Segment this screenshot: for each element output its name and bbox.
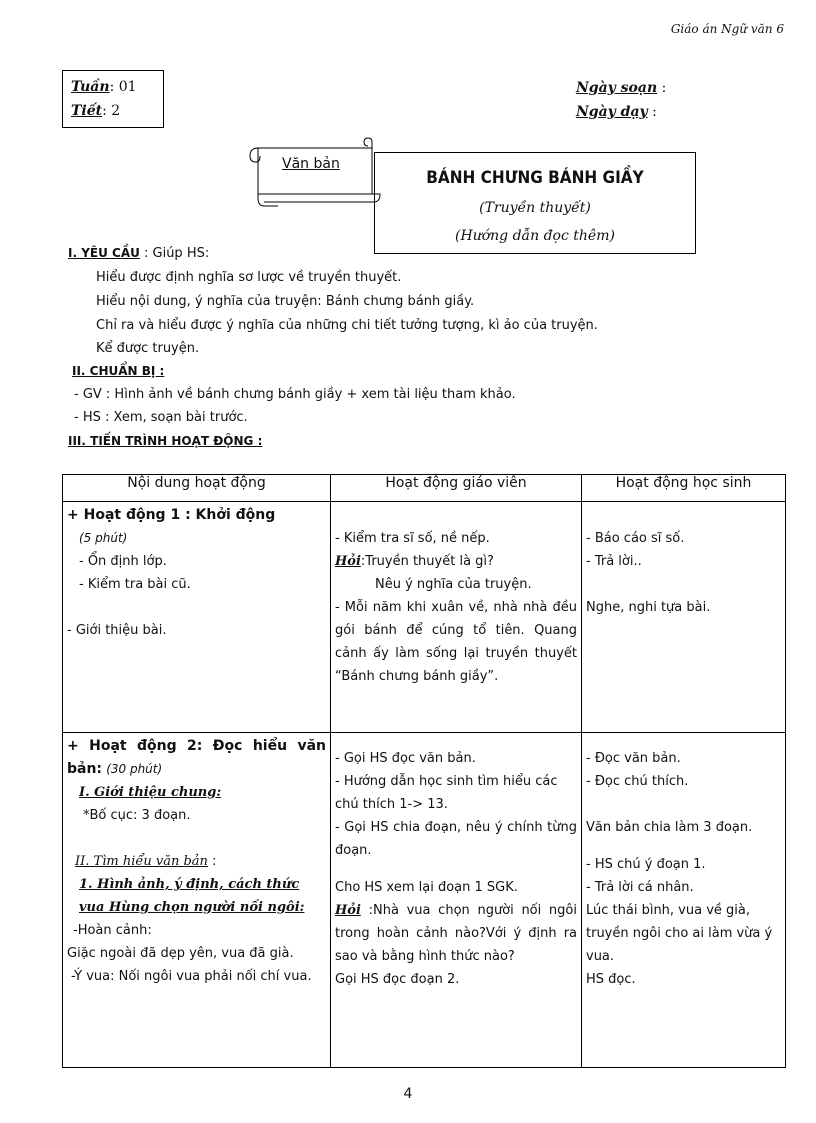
content-line: -Hoàn cảnh: [73,923,152,938]
table-header-row [63,475,786,502]
table-row [63,733,786,1068]
activity-table [62,474,786,1068]
lesson-genre: (Truyền thuyết) [479,200,591,216]
student-line: - Trả lời.. [586,554,642,569]
student-line: - Trả lời cá nhân. [586,880,694,895]
activity1-time: (5 phút) [79,531,128,545]
teacher-line: Cho HS xem lại đoạn 1 SGK. [335,880,518,895]
taught-date-label: Ngày dạy [576,104,648,120]
page-number: 4 [403,1086,413,1102]
content-line: Giặc ngoài đã dẹp yên, vua đã già. [67,946,294,961]
activity1-line: - Kiểm tra bài cũ. [79,577,191,592]
teacher-line: - Gọi HS chia đoạn, nêu ý chính từng đoạn. [335,820,577,858]
requirements-intro: : Giúp HS: [144,246,210,261]
subsection-intro: I. Giới thiệu chung: [79,785,222,800]
section-requirements [68,246,209,261]
column-header: Hoạt động học sinh [582,475,786,502]
student-line: Văn bản chia làm 3 đoạn. [586,820,753,835]
requirements-heading: I. YÊU CẦU [68,246,140,260]
student-line: HS đọc. [586,972,636,987]
activity1-line: - Ổn định lớp. [79,554,167,569]
preparation-item: - HS : Xem, soạn bài trước. [74,410,248,425]
teacher-line: - Hướng dẫn học sinh tìm hiểu các chú thích 1-> 13. [335,774,558,812]
lesson-note: (Hướng dẫn đọc thêm) [455,228,615,244]
activity2-title: + Hoạt động 2: Đọc hiểu văn bản: [67,738,326,777]
preparation-heading: II. CHUẨN BỊ : [72,364,165,378]
scroll-banner-icon [244,136,384,212]
teacher-line: - Gọi HS đọc văn bản. [335,751,476,766]
preparation-item: - GV : Hình ảnh về bánh chưng bánh giầy + xem tài liệu tham khảo. [74,387,516,402]
teacher-line: Nêu ý nghĩa của truyện. [375,577,532,592]
teacher-line: :Truyền thuyết là gì? [360,554,494,569]
week-label: Tuần [71,79,110,95]
student-line: - Đọc chú thích. [586,774,689,789]
period-value: 2 [111,103,121,119]
requirement-item: Hiểu được định nghĩa sơ lược về truyền thuyết. [96,270,402,285]
content-line: -Ý vua: Nối ngôi vua phải nối chí vua. [71,969,312,984]
question-label: Hỏi [335,903,361,918]
scroll-label: Văn bản [282,156,340,172]
requirement-item: Chỉ ra và hiểu được ý nghĩa của những chi tiết tưởng tượng, kì ảo của truyện. [96,318,598,333]
subsection-king: 1. Hình ảnh, ý định, cách thức vua Hùng chọn người nối ngôi: [79,877,305,915]
period-label: Tiết [71,103,103,119]
layout-line: *Bố cục: 3 đoạn. [83,808,191,823]
dates: Ngày soạn : Ngày dạy : [576,80,667,120]
column-header: Hoạt động giáo viên [331,475,582,502]
question-label: Hỏi [335,554,361,569]
student-line: Nghe, nghi tựa bài. [586,600,711,615]
teacher-line: - Kiểm tra sĩ số, nề nếp. [335,531,490,546]
student-line: - HS chú ý đoạn 1. [586,857,706,872]
teacher-line: Gọi HS đọc đoạn 2. [335,972,460,987]
student-line: - Báo cáo sĩ số. [586,531,685,546]
requirement-item: Hiểu nội dung, ý nghĩa của truyện: Bánh chưng bánh giầy. [96,294,475,309]
activity1-title: + Hoạt động 1 : Khởi động [67,507,276,523]
week-box: Tuần: 01 Tiết: 2 [62,70,164,128]
week-value: 01 [118,79,137,95]
activity1-line: - Giới thiệu bài. [67,623,167,638]
prepared-date-label: Ngày soạn [576,80,658,96]
teacher-line: :Nhà vua chọn người nối ngôi trong hoàn cảnh nào?Với ý định ra sao và bằng hình thức nào? [335,903,577,964]
subsection-explore-tail: : [207,854,217,869]
teacher-line: - Mỗi năm khi xuân về, nhà nhà đều gói bánh để cúng tổ tiên. Quang cảnh ấy làm sống lại truyền thuyết “Bánh chưng bánh giầy”. [335,600,577,684]
header-subject: Giáo án Ngữ văn 6 [670,22,784,36]
requirement-item: Kể được truyện. [96,341,200,356]
subsection-explore: II. Tìm hiểu văn bản [75,854,208,869]
table-row [63,502,786,733]
activity2-time: (30 phút) [106,762,163,776]
student-line: - Đọc văn bản. [586,751,681,766]
student-line: Lúc thái bình, vua về già, truyền ngôi cho ai làm vừa ý vua. [586,903,773,964]
process-heading: III. TIẾN TRÌNH HOẠT ĐỘNG : [68,434,263,448]
column-header: Nội dung hoạt động [63,475,331,502]
lesson-title: BÁNH CHƯNG BÁNH GIẦY [426,168,644,188]
